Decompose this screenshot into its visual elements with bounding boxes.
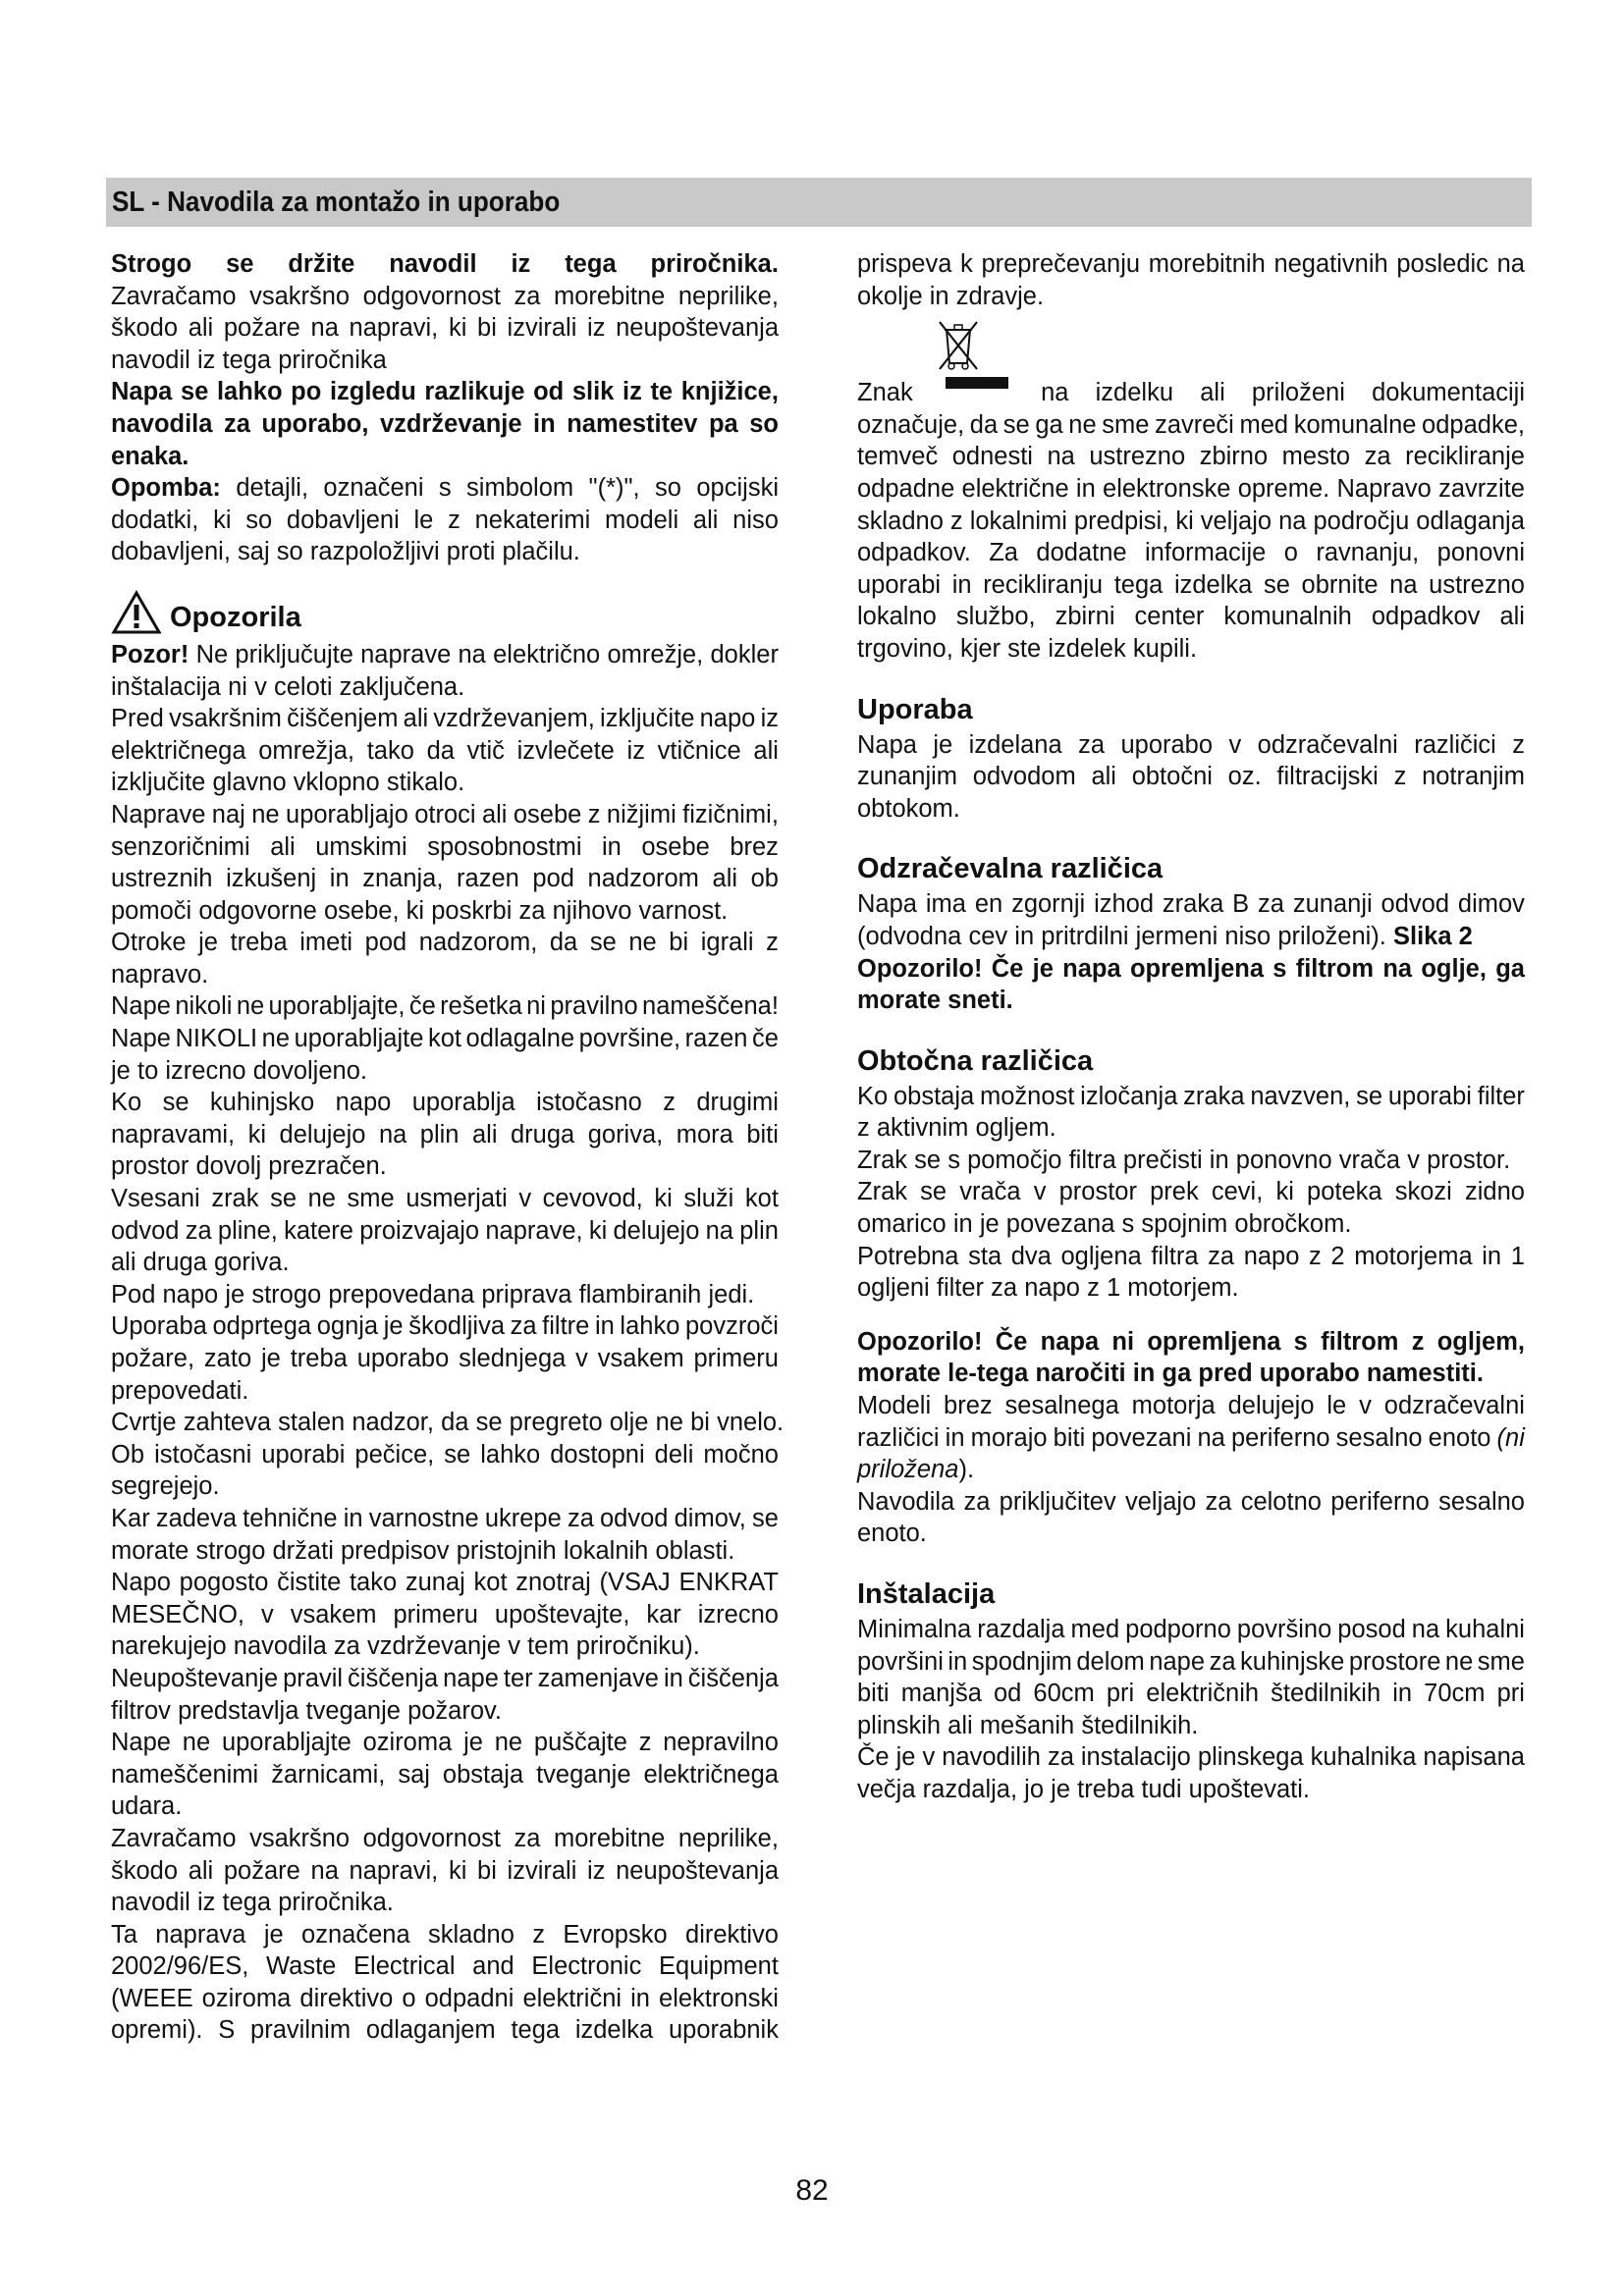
text-line: prispeva k preprečevanju morebitnih negativnih posledic na [857,250,1525,278]
text-line: Ko se kuhinjsko napo uporablja istočasno z drugimi [111,1089,779,1117]
right-column [857,248,1525,1806]
text-line: Opozorilo! Če napa ni opremljena s filtrom z ogljem, [857,1327,1525,1356]
text-line: napravo. [111,960,209,988]
section-heading: Uporaba [857,693,973,725]
text-line: Strogo se držite navodil iz tega priročnika. [111,250,779,278]
text-line: prostor dovolj prezračen. [111,1152,387,1181]
text-line: Nape NIKOLI ne uporabljajte kot odlagalne površine, razen če [111,1025,779,1053]
text-line: narekujejo navodila za vzdrževanje v tem priročniku). [111,1632,700,1661]
text-line: ustreznih izkušenj in znanja, razen pod nadzorom ali ob [111,865,779,893]
text-line: okolje in zdravje. [857,282,1045,310]
text-line: skladno z lokalnimi predpisi, ki veljajo na področju odlaganja [857,507,1525,535]
text-line: Opomba: detajli, označeni s simbolom "(*)", so opcijski [111,474,779,503]
text-line: trgovino, kjer ste izdelek kupili. [857,634,1198,663]
text-line: Zavračamo vsakršno odgovornost za morebitne neprilike, [111,282,779,310]
text-line: ogljeni filter za napo z 1 motorjem. [857,1274,1239,1303]
text-line: ali druga goriva. [111,1249,290,1277]
text-line: (WEEE oziroma direktivo o odpadni električni in elektronski [111,1984,779,2012]
text-line: lokalno službo, zbirni center komunalnih odpadkov ali [857,603,1525,631]
text-line: navodil iz tega priročnika. [111,1889,394,1917]
text-line: Nape nikoli ne uporabljajte, če rešetka ni pravilno nameščena! [111,992,779,1021]
text-line: (odvodna cev in pritrdilni jermeni niso priloženi). Slika 2 [857,922,1473,950]
text-line: pomoči odgovorne osebe, ki poskrbi za njihovo varnost. [111,896,729,925]
text-line: Zrak se s pomočjo filtra prečisti in ponovno vrača v prostor. [857,1146,1511,1174]
text-line: Ko obstaja možnost izločanja zraka navzven, se uporabi filter [857,1082,1525,1110]
text-line: Modeli brez sesalnega motorja delujejo le v odzračevalni [857,1392,1525,1420]
text-line: napravami, ki delujejo na plin ali druga goriva, mora biti [111,1120,779,1148]
text-line: navodil iz tega priročnika [111,346,387,374]
text-line: priložena). [857,1456,975,1484]
text-line: Kar zadeva tehnične in varnostne ukrepe za odvod dimov, se [111,1504,779,1532]
text-line: Potrebna sta dva ogljena filtra za napo z 2 motorjema in 1 [857,1242,1525,1270]
left-column [111,248,785,2047]
text-line: Napo pogosto čistite tako zunaj kot znotraj (VSAJ ENKRAT [111,1569,779,1597]
text-line: dobavljeni, saj so razpoložljivi proti plačilu. [111,538,580,566]
text-line: Ta naprava je označena skladno z Evropsko direktivo [111,1920,779,1949]
text-line: opremi). S pravilnim odlaganjem tega izdelka uporabnik [111,2016,779,2045]
text-line: Če je v navodilih za instalacijo plinskega kuhalnika napisana [857,1743,1525,1772]
text-line: Naprave naj ne uporabljajo otroci ali osebe z nižjimi fizičnimi, [111,800,779,828]
text-line: Pred vsakršnim čiščenjem ali vzdrževanjem, izključite napo iz [111,705,779,733]
section-title: SL - Navodila za montažo in uporabo [112,186,561,218]
text-line: Minimalna razdalja med podporno površino posod na kuhalni [857,1616,1525,1643]
text-line: različici in morajo biti povezani na periferno sesalno enoto (ni [857,1423,1525,1452]
text-line: obtokom. [857,794,960,823]
text-line: odpadne električne in elektronske opreme. Napravo zavrzite [857,474,1525,503]
text-line: inštalacija ni v celoti zaključena. [111,672,465,701]
text-line: večja razdalja, jo je treba tudi upoštevati. [857,1775,1310,1803]
text-line: Navodila za priključitev veljajo za celotno periferno sesalno [857,1487,1525,1516]
text-line: biti manjša od 60cm pri električnih štedilnikih in 70cm pri [857,1680,1525,1708]
text-line: Neupoštevanje pravil čiščenja nape ter zamenjave in čiščenja [111,1664,779,1692]
section-header [106,178,1532,227]
text-line: morate strogo držati predpisov pristojnih lokalnih oblasti. [111,1536,735,1565]
text-line: Opozorilo! Če je napa opremljena s filtrom na oglje, ga [857,954,1525,983]
text-line: z aktivnim ogljem. [857,1114,1056,1143]
text-line: Znak na izdelku ali priloženi dokumentaciji [857,379,1525,407]
text-line: odvod za pline, katere proizvajajo naprave, ki delujejo na plin [111,1216,779,1245]
page-number: 82 [795,2174,829,2207]
text-line: segrejejo. [111,1472,220,1501]
text-line: škodo ali požare na napravi, ki bi izvirali iz neupoštevanja [111,314,779,343]
warning-icon [111,590,162,635]
warnings-heading: Opozorila [111,590,779,635]
text-line: navodila za uporabo, vzdrževanje in namestitev pa so [111,409,779,438]
text-line: Otroke je treba imeti pod nadzorom, da se ne bi igrali z [111,929,779,957]
text-line: morate le-tega naročiti in ga pred uporabo namestiti. [857,1360,1484,1388]
text-line: udara. [111,1792,183,1821]
text-line: plinskih ali mešanih štedilnikih. [857,1711,1199,1739]
text-line: Napa je izdelana za uporabo v odzračevalni različici z [857,730,1525,759]
text-line: odpadkov. Za dodatne informacije o ravnanju, ponovni [857,539,1525,567]
text-line: Pozor! Ne priključujte naprave na električno omrežje, dokler [111,640,779,668]
section-heading: Inštalacija [857,1578,996,1610]
text-line: označuje, da se ga ne sme zavreči med komunalne odpadke, [857,410,1525,439]
text-line: Cvrtje zahteva stalen nadzor, da se pregreto olje ne bi vnelo. [111,1409,785,1437]
text-line: Napa ima en zgornji izhod zraka B za zunanji odvod dimov [857,890,1525,919]
text-line: omarico in je povezana s spojnim obročkom. [857,1210,1352,1239]
text-line: Nape ne uporabljajte oziroma je ne puščajte z nepravilno [111,1729,779,1757]
text-line: MESEČNO, v vsakem primeru upoštevajte, kar izrecno [111,1600,779,1629]
text-line: prepovedati. [111,1376,249,1405]
weee-bar-symbol [946,377,1008,389]
text-line: Ob istočasni uporabi pečice, se lahko dostopni deli močno [111,1440,779,1468]
text-line: nameščenimi žarnicami, saj obstaja tveganje električnega [111,1760,779,1789]
text-line: škodo ali požare na napravi, ki bi izvirali iz neupoštevanja [111,1856,779,1885]
text-line: 2002/96/ES, Waste Electrical and Electronic Equipment [111,1952,779,1981]
text-line: požare, zato je treba uporabo slednjega v vsakem primeru [111,1345,779,1372]
text-line: enaka. [111,442,189,470]
text-line: Zavračamo vsakršno odgovornost za morebitne neprilike, [111,1824,779,1852]
text-line: senzoričnimi ali umskimi sposobnostmi in osebe brez [111,832,779,861]
text-line: Pod napo je strogo prepovedana priprava flambiranih jedi. [111,1280,755,1308]
weee-bin-icon [936,318,981,373]
text-line: Uporaba odprtega ognja je škodljiva za filtre in lahko povzroči [111,1312,779,1341]
text-line: uporabi in recikliranju tega izdelka se obrnite na ustrezno [857,570,1525,599]
text-line: filtrov predstavlja tveganje požarov. [111,1696,502,1725]
text-line: je to izrecno dovoljeno. [111,1056,367,1085]
text-line: dodatki, ki so dobavljeni le z nekaterimi modeli ali niso [111,506,779,534]
text-line: Napa se lahko po izgledu razlikuje od slik iz te knjižice, [111,378,779,406]
text-line: površini in spodnjim delom nape za kuhinjske prostore ne sme [857,1647,1525,1676]
section-heading: Odzračevalna različica [857,853,1164,885]
text-line: morate sneti. [857,987,1013,1015]
text-line: enoto. [857,1520,927,1548]
text-line: Vsesani zrak se ne sme usmerjati v cevovod, ki služi kot [111,1185,779,1213]
text-line: izključite glavno vklopno stikalo. [111,769,465,797]
text-line: Zrak se vrača v prostor prek cevi, ki poteka skozi zidno [857,1178,1525,1206]
text-line: zunanjim odvodom ali obtočni oz. filtracijski z notranjim [857,763,1525,791]
text-line: električnega omrežja, tako da vtič izvlečete iz vtičnice ali [111,736,779,765]
text-line: temveč odnesti na ustrezno zbirno mesto za recikliranje [857,443,1525,471]
section-heading: Obtočna različica [857,1044,1094,1077]
